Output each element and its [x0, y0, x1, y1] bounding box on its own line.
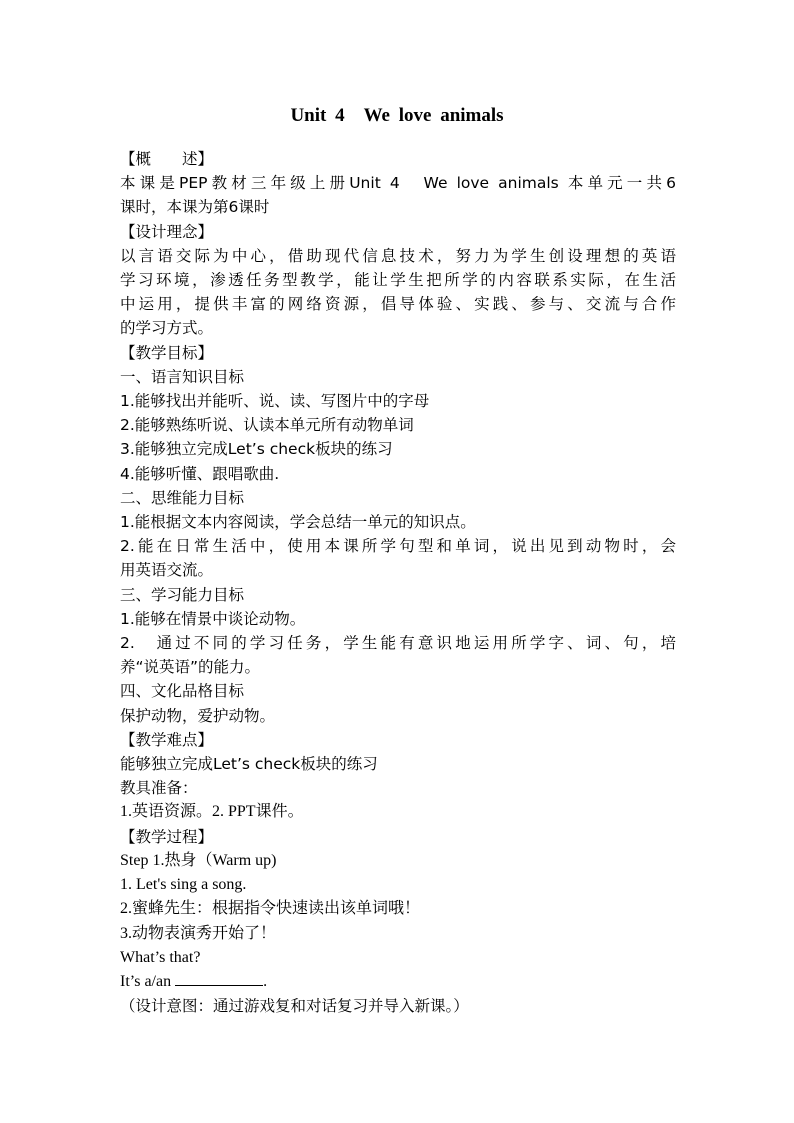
- paragraph-line: 能够独立完成Let’s check板块的练习: [120, 755, 378, 774]
- step-item: 2.蜜蜂先生：根据指令快速读出该单词哦！: [120, 900, 421, 918]
- list-item: 2.能在日常生活中，使用本课所学句型和单词，说出见到动物时，会: [120, 537, 676, 556]
- subheading-thinking-ability: 二、思维能力目标: [120, 488, 245, 507]
- list-item: 4.能够听懂、跟唱歌曲.: [120, 464, 280, 483]
- paragraph-line: 学习环境，渗透任务型教学，能让学生把所学的内容联系实际，在生活: [120, 271, 676, 290]
- section-heading-teaching-goals: 【教学目标】: [120, 343, 214, 362]
- paragraph-line: 本课是PEP教材三年级上册Unit 4 We love animals 本单元一共6: [120, 174, 676, 193]
- subheading-language-knowledge: 一、语言知识目标: [120, 367, 245, 386]
- document-body: [120, 147, 676, 1018]
- dialogue-question: What’s that?: [120, 948, 201, 966]
- dialogue-answer: It’s a/an .: [120, 972, 268, 990]
- document-title: Unit 4 We love animals: [290, 105, 504, 126]
- paragraph-line: 保护动物，爱护动物。: [120, 706, 276, 725]
- list-item: 1.能根据文本内容阅读，学会总结一单元的知识点。: [120, 513, 476, 532]
- section-heading-overview: 【概 述】: [120, 150, 214, 168]
- subheading-learning-ability: 三、学习能力目标: [120, 585, 245, 604]
- section-heading-teaching-difficulty: 【教学难点】: [120, 730, 214, 749]
- list-item: 2. 通过不同的学习任务，学生能有意识地运用所学字、词、句，培: [120, 634, 676, 653]
- list-item: 1.能够找出并能听、说、读、写图片中的字母: [120, 392, 430, 411]
- design-intent-note: （设计意图：通过游戏复和对话复习并导入新课。）: [120, 997, 469, 1016]
- step-heading: Step 1.热身（Warm up): [120, 851, 277, 869]
- section-heading-design-concept: 【设计理念】: [120, 222, 214, 241]
- dialogue-answer-text: It’s a/an: [120, 972, 172, 990]
- paragraph-line: 以言语交际为中心，借助现代信息技术，努力为学生创设理想的英语: [120, 246, 676, 265]
- paragraph-line: 中运用，提供丰富的网络资源，倡导体验、实践、参与、交流与合作: [120, 295, 676, 314]
- subheading-cultural-character: 四、文化品格目标: [120, 682, 245, 701]
- list-item: 1.能够在情景中谈论动物。: [120, 609, 306, 628]
- step-item: 3.动物表演秀开始了！: [120, 924, 277, 942]
- teaching-aids-label: 教具准备：: [120, 779, 198, 798]
- list-item: 2.能够熟练听说、认读本单元所有动物单词: [120, 416, 414, 435]
- list-item-continuation: 养“说英语”的能力。: [120, 658, 261, 677]
- answer-blank: [175, 971, 263, 986]
- section-heading-teaching-process: 【教学过程】: [120, 827, 214, 846]
- paragraph-line: 课时，本课为第6课时: [120, 198, 270, 217]
- list-item: 3.能够独立完成Let’s check板块的练习: [120, 440, 393, 459]
- paragraph-line: 的学习方式。: [120, 319, 214, 338]
- step-item: 1. Let's sing a song.: [120, 876, 247, 894]
- list-item-continuation: 用英语交流。: [120, 561, 214, 580]
- teaching-aids-list: 1.英语资源。2. PPT课件。: [120, 803, 304, 821]
